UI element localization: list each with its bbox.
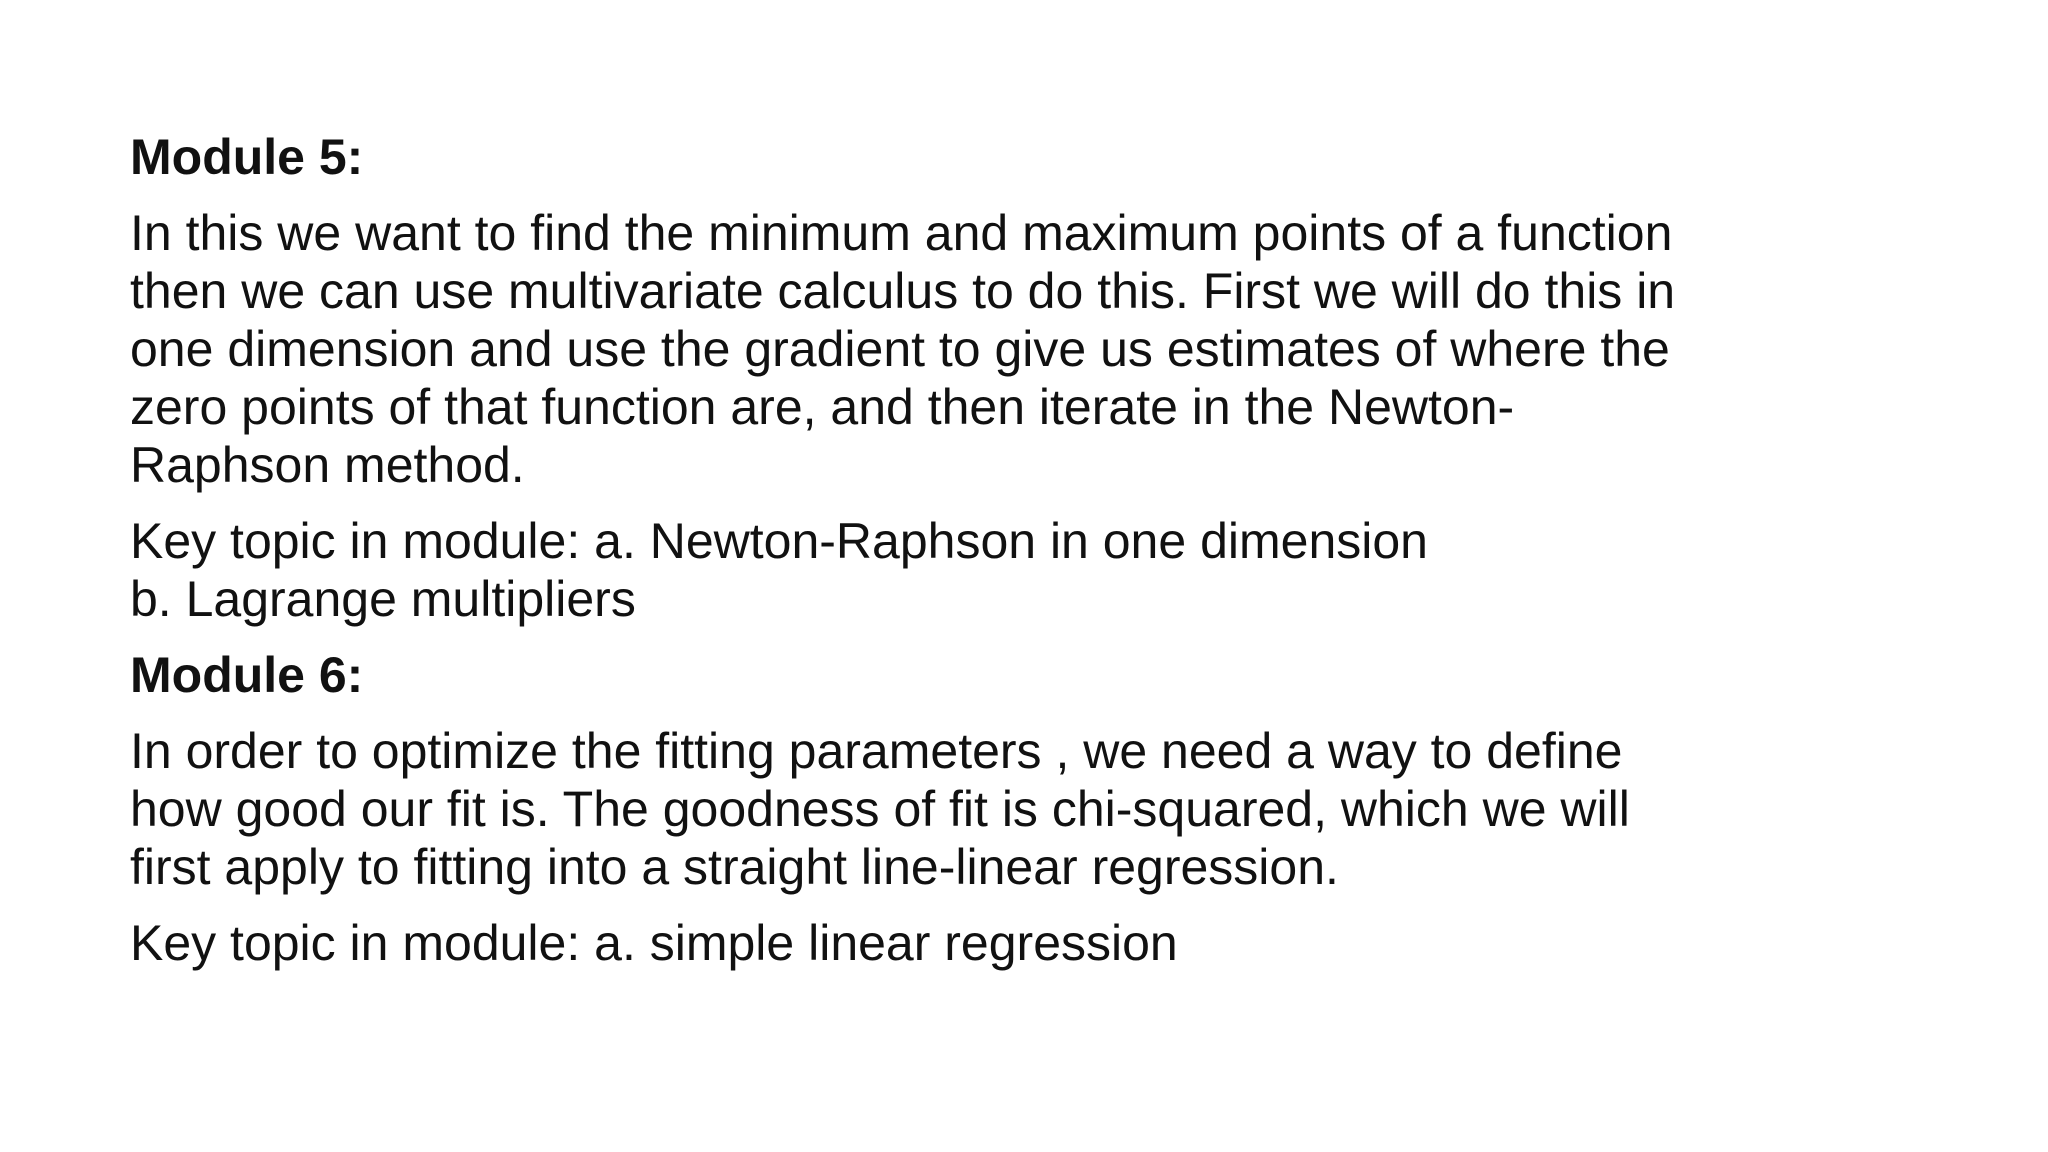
- module5-paragraph: [130, 204, 1990, 494]
- module6-key-topics: [130, 914, 1990, 972]
- module5-heading: Module 5:: [130, 129, 364, 185]
- key-topic-line: Key topic in module: a. simple linear regression: [130, 915, 1178, 971]
- module6-paragraph: [130, 722, 1990, 896]
- module6-heading: Module 6:: [130, 647, 364, 703]
- paragraph-line: In this we want to find the minimum and maximum points of a function: [130, 205, 1673, 261]
- paragraph-line: zero points of that function are, and then iterate in the Newton-: [130, 379, 1515, 435]
- paragraph-line: In order to optimize the fitting parameters , we need a way to define: [130, 723, 1623, 779]
- paragraph-line: one dimension and use the gradient to give us estimates of where the: [130, 321, 1670, 377]
- paragraph-line: how good our fit is. The goodness of fit is chi-squared, which we will: [130, 781, 1630, 837]
- key-topic-line: Key topic in module: a. Newton-Raphson in one dimension: [130, 513, 1428, 569]
- paragraph-line: first apply to fitting into a straight line-linear regression.: [130, 839, 1339, 895]
- module5-key-topics: [130, 512, 1990, 628]
- paragraph-line: Raphson method.: [130, 437, 525, 493]
- paragraph-line: then we can use multivariate calculus to do this. First we will do this in: [130, 263, 1676, 319]
- key-topic-line: b. Lagrange multipliers: [130, 571, 636, 627]
- slide-body: [130, 128, 1990, 972]
